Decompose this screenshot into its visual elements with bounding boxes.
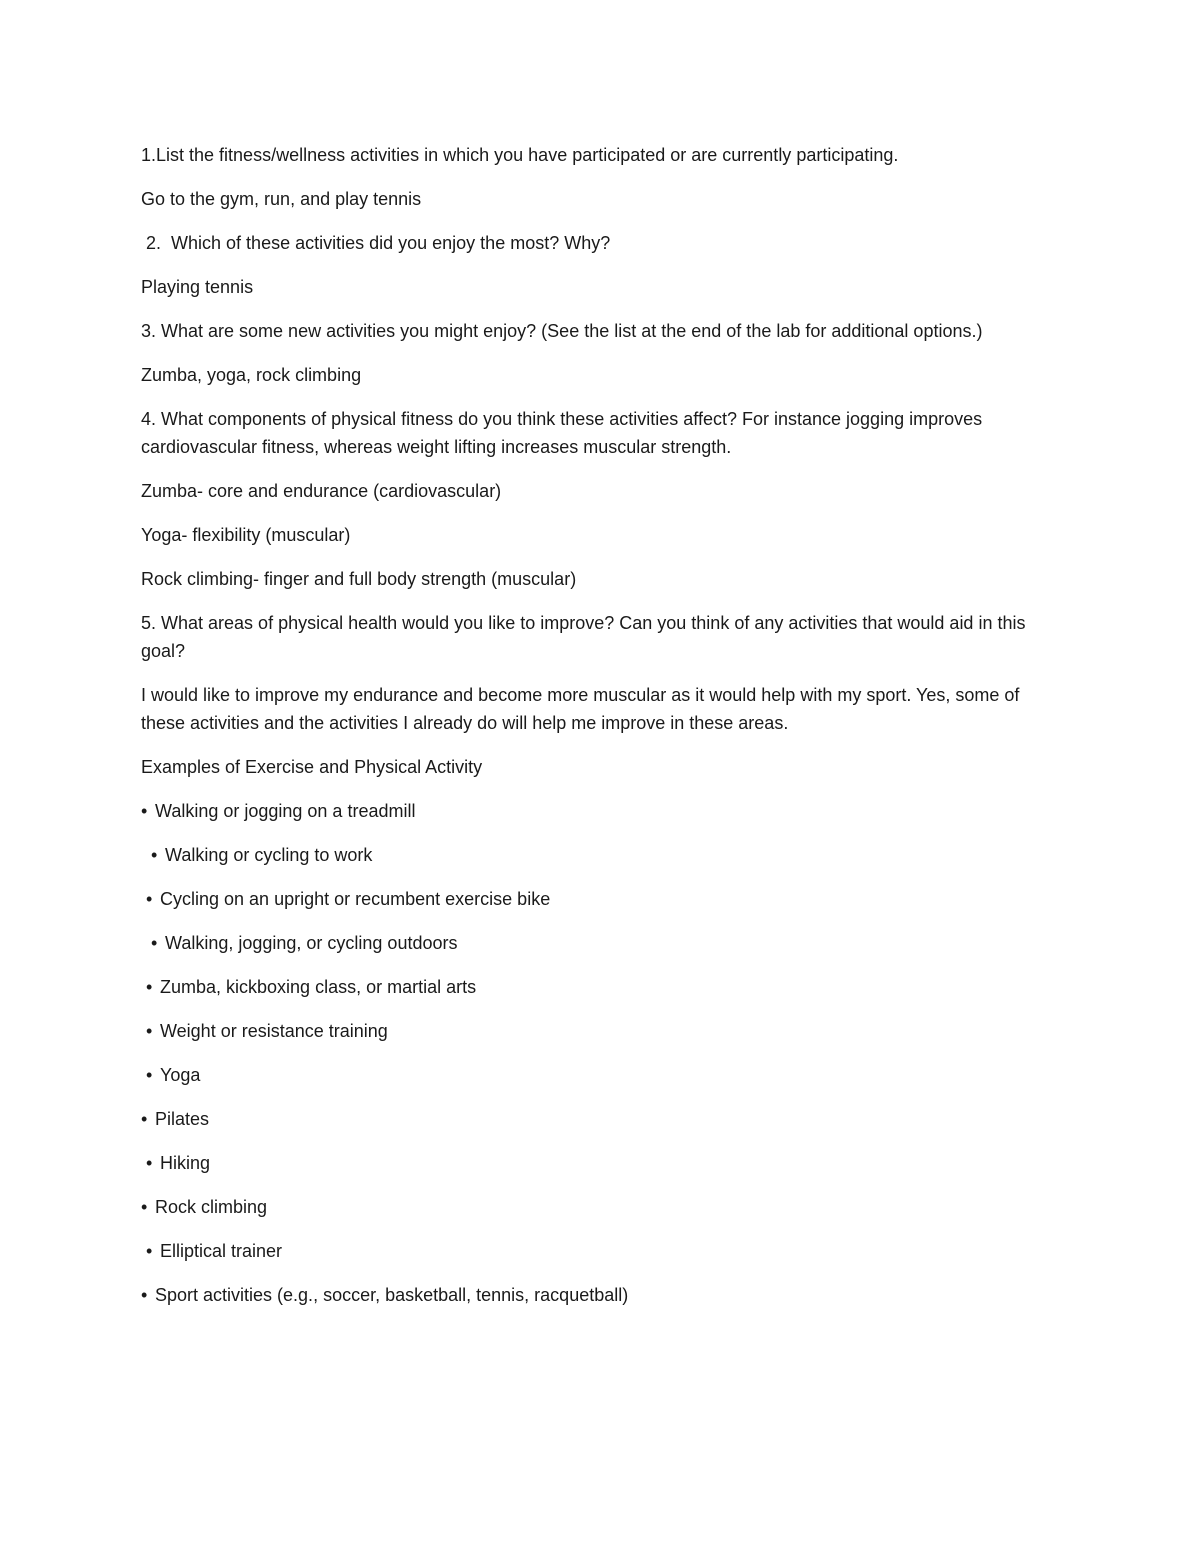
list-item bbox=[141, 1061, 1046, 1089]
answer-4-zumba: Zumba- core and endurance (cardiovascular) bbox=[141, 481, 502, 501]
answer-3: Zumba, yoga, rock climbing bbox=[141, 365, 362, 385]
list-item-text: Walking, jogging, or cycling outdoors bbox=[165, 933, 458, 953]
list-item-text: Weight or resistance training bbox=[160, 1021, 388, 1041]
list-item bbox=[141, 929, 1046, 957]
question-5: 5. What areas of physical health would you like to improve? Can you think of any activities that would aid in this goal? bbox=[141, 613, 1031, 661]
list-item bbox=[141, 1193, 1046, 1221]
list-item bbox=[141, 797, 1046, 825]
bullet-icon: • bbox=[141, 1285, 148, 1305]
list-item-text: Sport activities (e.g., soccer, basketball, tennis, racquetball) bbox=[155, 1285, 629, 1305]
bullet-icon: • bbox=[146, 1241, 153, 1261]
list-item-text: Pilates bbox=[155, 1109, 210, 1129]
list-item-text: Elliptical trainer bbox=[160, 1241, 283, 1261]
list-item bbox=[141, 885, 1046, 913]
list-item-text: Walking or cycling to work bbox=[165, 845, 373, 865]
question-1: 1.List the fitness/wellness activities in which you have participated or are currently participating. bbox=[141, 145, 899, 165]
examples-heading: Examples of Exercise and Physical Activity bbox=[141, 757, 483, 777]
list-item bbox=[141, 1105, 1046, 1133]
list-item-text: Zumba, kickboxing class, or martial arts bbox=[160, 977, 477, 997]
list-item-text: Walking or jogging on a treadmill bbox=[155, 801, 416, 821]
list-item bbox=[141, 973, 1046, 1001]
document-body bbox=[141, 141, 1046, 1325]
list-item bbox=[141, 1281, 1046, 1309]
list-item bbox=[141, 841, 1046, 869]
question-2: 2. Which of these activities did you enjoy the most? Why? bbox=[141, 233, 611, 253]
bullet-icon: • bbox=[141, 801, 148, 821]
answer-1: Go to the gym, run, and play tennis bbox=[141, 189, 422, 209]
list-item-text: Cycling on an upright or recumbent exercise bike bbox=[160, 889, 551, 909]
list-item bbox=[141, 1017, 1046, 1045]
bullet-icon: • bbox=[146, 1153, 153, 1173]
bullet-icon: • bbox=[141, 1109, 148, 1129]
list-item-text: Yoga bbox=[160, 1065, 201, 1085]
examples-list bbox=[141, 797, 1046, 1309]
list-item bbox=[141, 1149, 1046, 1177]
answer-4-yoga: Yoga- flexibility (muscular) bbox=[141, 525, 351, 545]
answer-4-rock-climbing: Rock climbing- finger and full body strength (muscular) bbox=[141, 569, 577, 589]
list-item bbox=[141, 1237, 1046, 1265]
bullet-icon: • bbox=[146, 1021, 153, 1041]
list-item-text: Rock climbing bbox=[155, 1197, 268, 1217]
question-3: 3. What are some new activities you might enjoy? (See the list at the end of the lab for additional options.) bbox=[141, 321, 983, 341]
bullet-icon: • bbox=[146, 977, 153, 997]
bullet-icon: • bbox=[151, 933, 158, 953]
list-item-text: Hiking bbox=[160, 1153, 211, 1173]
question-4: 4. What components of physical fitness do you think these activities affect? For instance jogging improves cardiovascular fitness, whereas weight lifting increases muscular strength. bbox=[141, 409, 988, 457]
answer-2: Playing tennis bbox=[141, 277, 254, 297]
bullet-icon: • bbox=[146, 1065, 153, 1085]
answer-5: I would like to improve my endurance and become more muscular as it would help with my sport. Yes, some of these activities and the activities I already do will help me improve in these areas. bbox=[141, 685, 1025, 733]
bullet-icon: • bbox=[141, 1197, 148, 1217]
bullet-icon: • bbox=[146, 889, 153, 909]
bullet-icon: • bbox=[151, 845, 158, 865]
